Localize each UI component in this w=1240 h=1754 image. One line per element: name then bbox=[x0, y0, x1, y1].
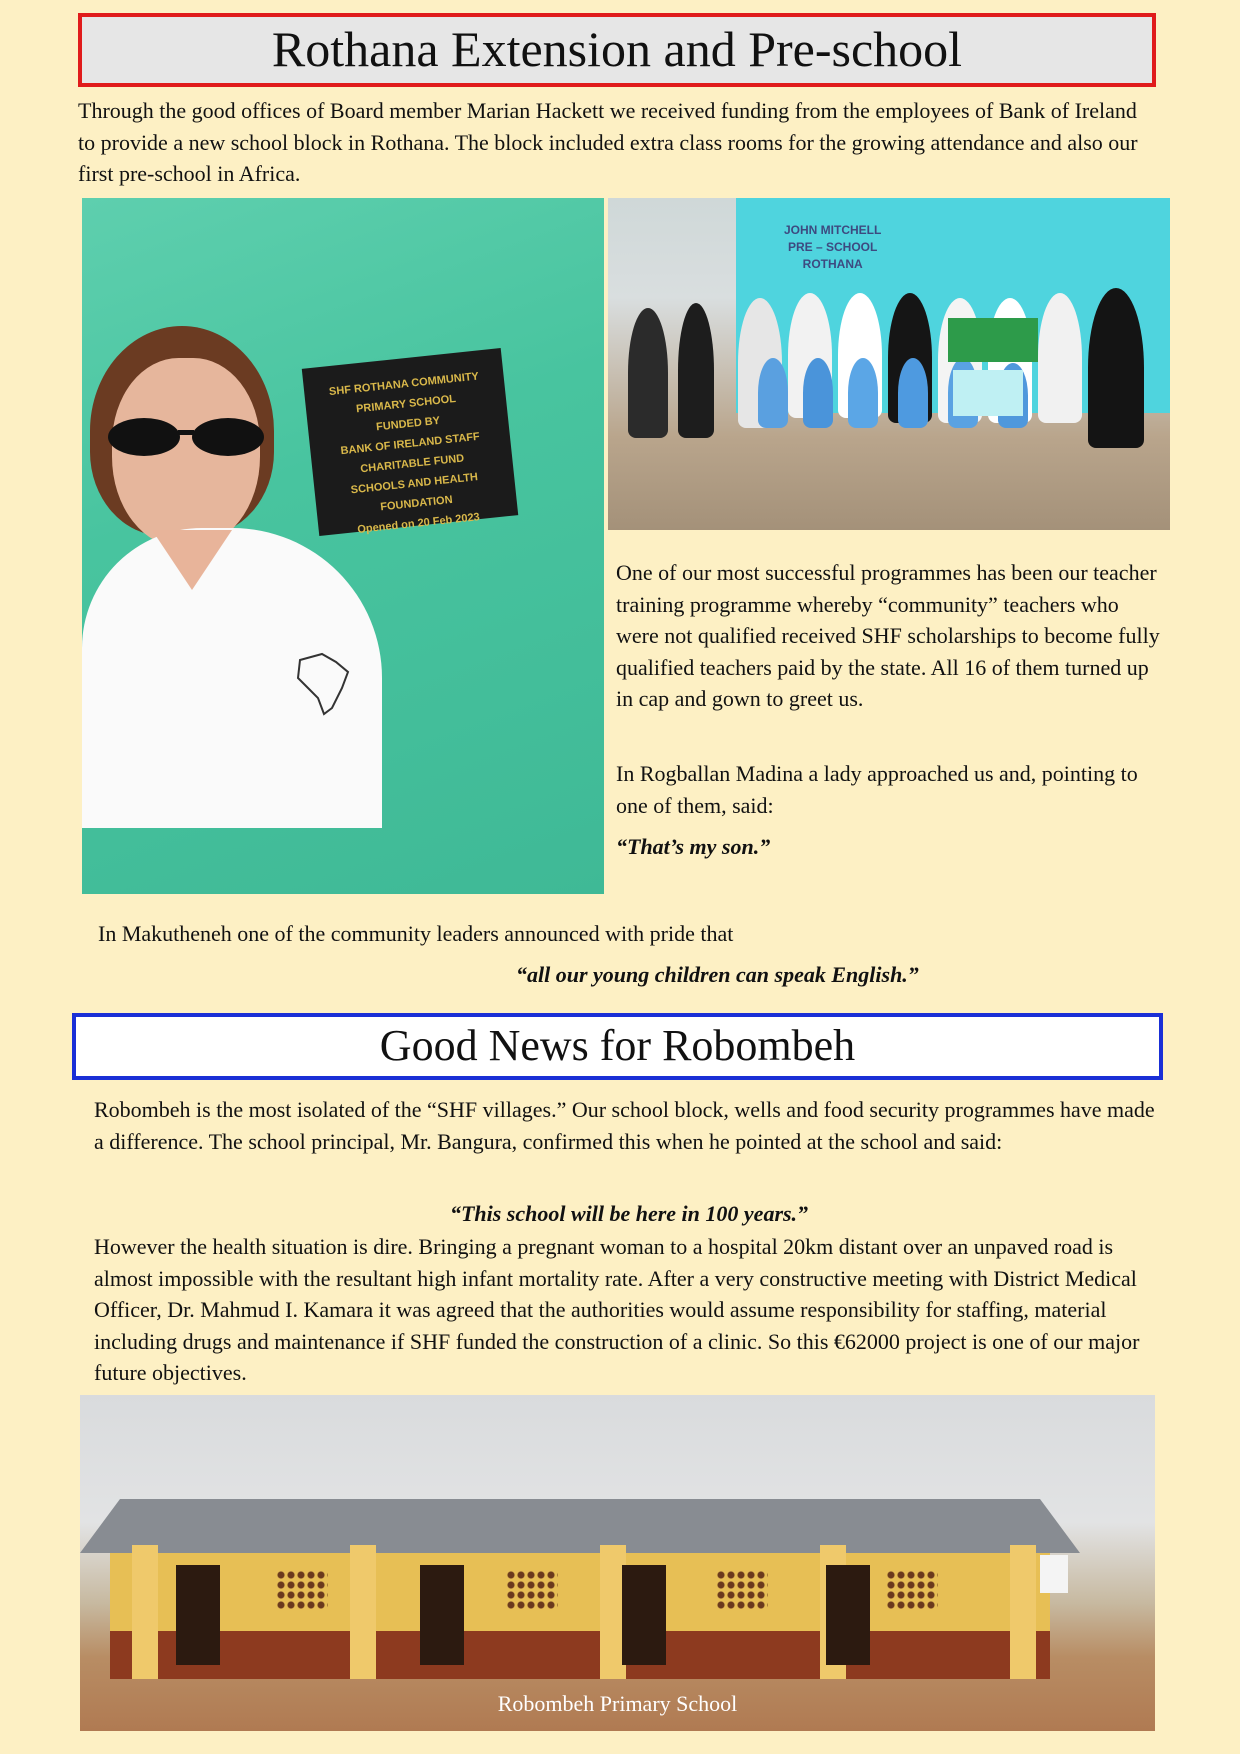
school-door bbox=[176, 1565, 220, 1665]
pillar bbox=[350, 1545, 376, 1679]
makutheneh-paragraph: In Makutheneh one of the community leaders announced with pride that bbox=[98, 921, 734, 946]
preschool-sign bbox=[784, 222, 881, 273]
rothana-intro-paragraph: Through the good offices of Board member Marian Hackett we received funding from the employees of Bank of Ireland to provide a new school block in Rothana. The block included extra class rooms for the growing attendance and also our first pre-school in Africa. bbox=[78, 98, 1138, 186]
person bbox=[628, 308, 668, 438]
child bbox=[898, 358, 928, 428]
school-door bbox=[622, 1565, 666, 1665]
child bbox=[848, 358, 878, 428]
plaque-line: SHF ROTHANA COMMUNITY PRIMARY SCHOOL bbox=[328, 370, 480, 416]
school-wall-base bbox=[110, 1631, 1050, 1679]
school-vent bbox=[506, 1570, 558, 1610]
school-roof bbox=[80, 1499, 1080, 1553]
sign-line: JOHN MITCHELL bbox=[784, 223, 882, 237]
africa-logo-icon bbox=[292, 648, 356, 718]
school-vent bbox=[276, 1570, 328, 1610]
school-door bbox=[420, 1565, 464, 1665]
school-door bbox=[826, 1565, 870, 1665]
photo-robombeh-school bbox=[80, 1395, 1155, 1731]
person bbox=[678, 303, 714, 438]
sign-line: ROTHANA bbox=[802, 257, 863, 271]
photo-woman-with-plaque bbox=[82, 198, 604, 894]
photo-caption: Robombeh Primary School bbox=[497, 1691, 738, 1716]
banner bbox=[948, 318, 1038, 362]
robombeh-quote: “This school will be here in 100 years.” bbox=[449, 1201, 809, 1226]
section-title-robombeh: Good News for Robombeh bbox=[72, 1013, 1163, 1080]
person bbox=[1038, 293, 1082, 423]
plaque-line: FUNDED BY bbox=[375, 414, 441, 434]
pillar bbox=[132, 1545, 158, 1679]
school-window bbox=[1040, 1555, 1068, 1593]
makutheneh-quote: “all our young children can speak English.” bbox=[516, 962, 919, 987]
child bbox=[758, 358, 788, 428]
photo-preschool-group bbox=[608, 198, 1170, 530]
rogballan-madina-paragraph: In Rogballan Madina a lady approached us and, pointing to one of them, said: bbox=[616, 761, 1138, 818]
sign-line: PRE – SCHOOL bbox=[787, 240, 878, 254]
teacher-training-paragraph: One of our most successful programmes has been our teacher training programme whereby “community” teachers who were not qualified received SHF scholarships to become fully qualified teachers paid by the state. All 16 of them turned up in cap and gown to greet us. bbox=[616, 560, 1160, 711]
health-situation-paragraph: However the health situation is dire. Bringing a pregnant woman to a hospital 20km distant over an unpaved road is almost impossible with the resultant high infant mortality rate. After a very constructive meeting with District Medical Officer, Dr. Mahmud I. Kamara it was agreed that the authorities would assume responsibility for staffing, material including drugs and maintenance if SHF funded the construction of a clinic. So this €62000 project is one of our major future objectives. bbox=[94, 1234, 1140, 1385]
pillar bbox=[1010, 1545, 1036, 1679]
plaque-line: BANK OF IRELAND STAFF CHARITABLE FUND bbox=[340, 430, 481, 476]
person bbox=[1088, 288, 1144, 448]
child bbox=[803, 358, 833, 428]
school-vent bbox=[886, 1570, 938, 1610]
section-title-rothana: Rothana Extension and Pre-school bbox=[78, 13, 1156, 87]
plaque-line: Opened on 20 Feb 2023 bbox=[356, 511, 481, 536]
sign-board bbox=[953, 370, 1023, 416]
school-vent bbox=[716, 1570, 768, 1610]
sunglasses-icon bbox=[102, 416, 270, 458]
plaque-line: SCHOOLS AND HEALTH FOUNDATION bbox=[350, 471, 479, 514]
madina-quote: “That’s my son.” bbox=[616, 834, 771, 859]
robombeh-intro-paragraph: Robombeh is the most isolated of the “SHF villages.” Our school block, wells and food security programmes have made a difference. The school principal, Mr. Bangura, confirmed this when he pointed at the school and said: bbox=[94, 1097, 1155, 1154]
plaque bbox=[302, 348, 518, 536]
